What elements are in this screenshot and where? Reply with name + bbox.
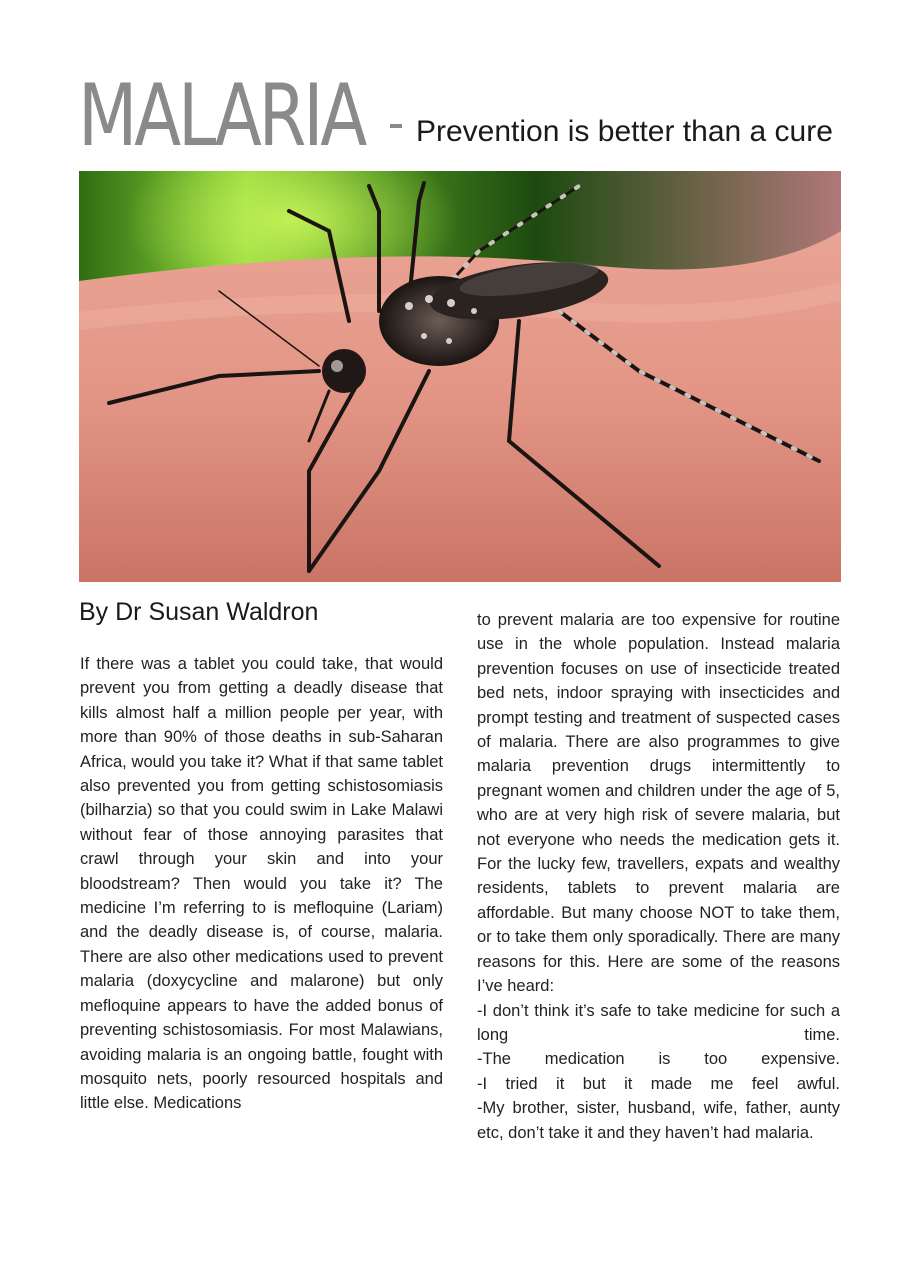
mosquito-photo: [79, 171, 841, 582]
article-paragraph-left: If there was a tablet you could take, that would prevent you from getting a deadly disease that kills almost half a million people per year, with more than 90% of those deaths in sub-Saharan Africa, would you take it? What if that same tablet also prevented you from getting schistosomiasis (bilharzia) so that you could swim in Lake Malawi without fear of those annoying parasites that crawl through your skin and into your bloodstream? Then would you take it? The medicine I’m referring to is mefloquine (Lariam) and the deadly disease is, of course, malaria. There are also other medications used to prevent malaria (doxycycline and malarone) but only mefloquine appears to have the added bonus of preventing schistosomiasis. For most Malawians, avoiding malaria is an ongoing battle, fought with mosquito nets, poorly resourced hospitals and little else. Medications: [80, 655, 443, 1113]
article-column-left: [80, 652, 443, 1116]
reason-item: -I tried it but it made me feel awful.: [477, 1074, 840, 1093]
article-header: [78, 64, 842, 164]
byline: By Dr Susan Waldron: [79, 598, 319, 626]
masthead-logo: MALARIA: [78, 66, 365, 166]
reason-item: -My brother, sister, husband, wife, father, aunty etc, don’t take it and they haven’t had malaria.: [477, 1099, 840, 1142]
article-column-right: [477, 608, 840, 1145]
reason-item: -I don’t think it’s safe to take medicine for such a long time.: [477, 1001, 840, 1044]
reason-item: -The medication is too expensive.: [477, 1050, 840, 1069]
title-dash: [390, 124, 402, 128]
article-paragraph-right: to prevent malaria are too expensive for routine use in the whole population. Instead malaria prevention focuses on use of insecticide treated bed nets, indoor spraying with insecticides and prompt testing and treatment of suspected cases of malaria. There are also programmes to give malaria prevention drugs intermittently to pregnant women and children under the age of 5, who are at very high risk of severe malaria, but not everyone who needs the medication gets it. For the lucky few, travellers, expats and wealthy residents, tablets to prevent malaria are affordable. But many choose NOT to take them, or to take them only sporadically. There are many reasons for this. Here are some of the reasons I’ve heard:: [477, 611, 840, 996]
article-subtitle: Prevention is better than a cure: [416, 115, 833, 148]
